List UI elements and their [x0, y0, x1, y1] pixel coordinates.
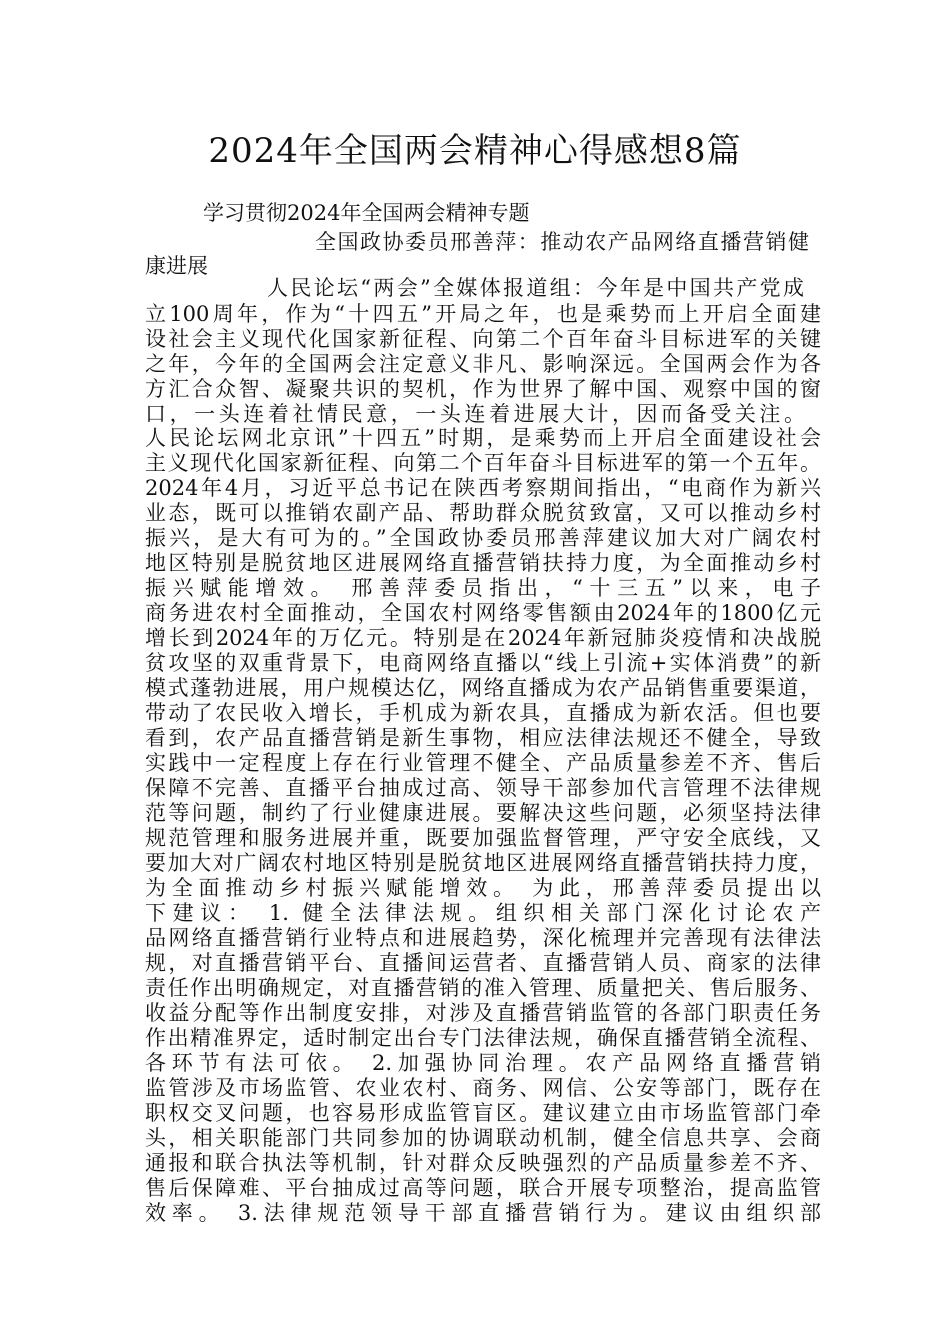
paragraph-line: 责任作出明确规定，对直播营销的准入管理、质量把关、售后服务、	[145, 976, 821, 1000]
paragraph-line: 带动了农民收入增长，手机成为新农具，直播成为新农活。但也要	[145, 701, 821, 725]
paragraph-line: 看到，农产品直播营销是新生事物，相应法律法规还不健全，导致	[145, 726, 821, 750]
paragraph-line: 业态，既可以推销农副产品、帮助群众脱贫致富，又可以推动乡村	[145, 501, 821, 525]
article-heading-line: 全国政协委员邢善萍：推动农产品网络直播营销健	[315, 230, 809, 254]
paragraph-line: 职权交叉问题，也容易形成监管盲区。建议建立由市场监管部门牵	[145, 1101, 821, 1125]
subtitle-line: 学习贯彻2024年全国两会精神专题	[203, 201, 530, 225]
paragraph-line: 售后保障难、平台抽成过高等问题，联合开展专项整治，提高监管	[145, 1176, 821, 1200]
paragraph-line: 口，一头连着社情民意，一头连着进展大计，因而备受关注。	[145, 402, 805, 426]
paragraph-line: 贫攻坚的双重背景下，电商网络直播以“线上引流+实体消费”的新	[145, 651, 821, 675]
paragraph-line: 设社会主义现代化国家新征程、向第二个百年奋斗目标进军的关键	[145, 327, 821, 351]
paragraph-line: 保障不完善、直播平台抽成过高、领导干部参加代言管理不法律规	[145, 776, 821, 800]
paragraph-line: 品网络直播营销行业特点和进展趋势，深化梳理并完善现有法律法	[145, 926, 821, 950]
paragraph-line: 立100周年，作为“十四五”开局之年，也是乘势而上开启全面建	[145, 302, 821, 326]
paragraph-line: 振兴，是大有可为的。”全国政协委员邢善萍建议加大对广阔农村	[145, 526, 821, 550]
paragraph-line: 振兴赋能增效。 邢善萍委员指出，“十三五”以来，电子	[145, 576, 821, 600]
paragraph-line: 头，相关职能部门共同参加的协调联动机制，健全信息共享、会商	[145, 1126, 821, 1150]
paragraph-line: 效率。 3.法律规范领导干部直播营销行为。建议由组织部	[145, 1201, 821, 1225]
paragraph-line: 要加大对广阔农村地区特别是脱贫地区进展网络直播营销扶持力度，	[145, 851, 821, 875]
paragraph-line: 商务进农村全面推动，全国农村网络零售额由2024年的1800亿元	[145, 601, 821, 625]
paragraph-line: 为全面推动乡村振兴赋能增效。 为此，邢善萍委员提出以	[145, 876, 821, 900]
document-title: 2024年全国两会精神心得感想8篇	[208, 131, 742, 171]
paragraph-line: 2024年4月，习近平总书记在陕西考察期间指出，“电商作为新兴	[145, 476, 821, 500]
paragraph-line: 作出精准界定，适时制定出台专门法律法规，确保直播营销全流程、	[145, 1026, 821, 1050]
paragraph-line: 监管涉及市场监管、农业农村、商务、网信、公安等部门，既存在	[145, 1076, 821, 1100]
paragraph-line: 人民论坛网北京讯”十四五”时期，是乘势而上开启全面建设社会	[145, 426, 821, 450]
paragraph-line: 之年，今年的全国两会注定意义非凡、影响深远。全国两会作为各	[145, 352, 821, 376]
paragraph-line: 模式蓬勃进展，用户规模达亿，网络直播成为农产品销售重要渠道，	[145, 676, 821, 700]
paragraph-line: 通报和联合执法等机制，针对群众反映强烈的产品质量参差不齐、	[145, 1151, 821, 1175]
paragraph-line: 范等问题，制约了行业健康进展。要解决这些问题，必须坚持法律	[145, 801, 821, 825]
paragraph-line: 方汇合众智、凝聚共识的契机，作为世界了解中国、观察中国的窗	[145, 377, 821, 401]
paragraph-line: 实践中一定程度上存在行业管理不健全、产品质量参差不齐、售后	[145, 751, 821, 775]
paragraph-line: 规范管理和服务进展并重，既要加强监督管理，严守安全底线，又	[145, 826, 821, 850]
paragraph-line: 下建议： 1. 健全法律法规。组织相关部门深化讨论农产	[145, 901, 821, 925]
paragraph-line: 各环节有法可依。 2.加强协同治理。农产品网络直播营销	[145, 1051, 821, 1075]
paragraph-line: 收益分配等作出制度安排，对涉及直播营销监管的各部门职责任务	[145, 1001, 821, 1025]
paragraph-line: 规，对直播营销平台、直播间运营者、直播营销人员、商家的法律	[145, 951, 821, 975]
article-heading-line: 康进展	[145, 254, 208, 278]
paragraph-line: 地区特别是脱贫地区进展网络直播营销扶持力度，为全面推动乡村	[145, 551, 821, 575]
paragraph-line: 人民论坛“两会”全媒体报道组：今年是中国共产党成	[267, 276, 804, 300]
paragraph-line: 增长到2024年的万亿元。特别是在2024年新冠肺炎疫情和决战脱	[145, 626, 821, 650]
paragraph-line: 主义现代化国家新征程、向第二个百年奋斗目标进军的第一个五年。	[145, 451, 821, 475]
